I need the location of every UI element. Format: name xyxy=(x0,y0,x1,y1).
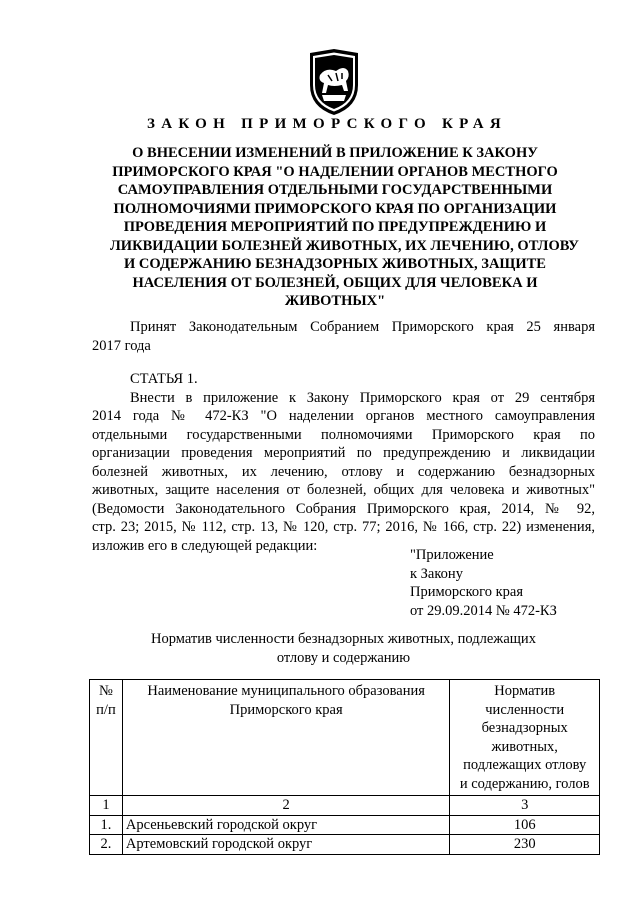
norm-table-title xyxy=(92,630,595,667)
header-value: Норматив численности безнадзорных животных, подлежащих отлову и содержанию, голов xyxy=(450,680,600,796)
article-line: отдельными государственными полномочиями Приморского края по xyxy=(92,426,595,443)
subject-line: ПОЛНОМОЧИЯМИ ПРИМОРСКОГО КРАЯ ПО ОРГАНИЗАЦИИ xyxy=(113,200,557,217)
article-line: животных, защите населения от болезней, общих для человека и животных" xyxy=(92,482,595,498)
subject-line: НАСЕЛЕНИЯ ОТ БОЛЕЗНЕЙ, ОБЩИХ ДЛЯ ЧЕЛОВЕКА И xyxy=(132,274,538,291)
coat-of-arms-emblem xyxy=(304,45,364,117)
norm-title-line: отлову и содержанию xyxy=(276,649,411,666)
article-line: стр. 23; 2015, № 112, стр. 13, № 120, стр. 77; 2016, № 166, стр. 22) изменения, xyxy=(92,519,595,535)
table-row xyxy=(90,835,600,855)
row-num: 2. xyxy=(90,835,123,855)
article-line: организации проведения мероприятий по предупреждению и ликвидации xyxy=(92,445,595,461)
article-1 xyxy=(92,370,595,555)
article-heading: СТАТЬЯ 1. xyxy=(130,371,198,387)
adoption-line: 2017 года xyxy=(92,337,151,354)
header-name: Наименование муниципального образования Приморского края xyxy=(122,680,449,796)
table-index-row: 1 2 3 xyxy=(90,796,600,816)
subject-line: ПРОВЕДЕНИЯ МЕРОПРИЯТИЙ ПО ПРЕДУПРЕЖДЕНИЮ И xyxy=(123,219,547,235)
adoption-line: Принят Законодательным Собранием Приморского края 25 января xyxy=(130,319,595,335)
subject-line: О ВНЕСЕНИИ ИЗМЕНЕНИЙ В ПРИЛОЖЕНИЕ К ЗАКОНУ xyxy=(132,145,538,161)
subject-line: САМОУПРАВЛЕНИЯ ОТДЕЛЬНЫМИ ГОСУДАРСТВЕННЫМИ xyxy=(117,182,553,198)
subject-line: ПРИМОРСКОГО КРАЯ "О НАДЕЛЕНИИ ОРГАНОВ МЕСТНОГО xyxy=(112,163,558,180)
row-value: 230 xyxy=(450,835,600,855)
article-line: болезней животных, их лечению, отлову и содержанию безнадзорных xyxy=(92,463,595,480)
article-line: Внести в приложение к Закону Приморского края от 29 сентября xyxy=(130,389,595,406)
appendix-line: к Закону xyxy=(410,565,463,582)
header-num: № п/п xyxy=(90,680,123,796)
law-subject xyxy=(110,144,579,311)
appendix-line: Приморского края xyxy=(410,584,524,600)
article-line: изложив его в следующей редакции: xyxy=(92,537,318,554)
appendix-line: "Приложение xyxy=(410,547,494,563)
article-line: (Ведомости Законодательного Собрания Приморского края, 2014, № 92, xyxy=(92,500,595,517)
norm-title-line: Норматив численности безнадзорных животных, подлежащих xyxy=(151,631,536,647)
row-value: 106 xyxy=(450,815,600,835)
row-num: 1. xyxy=(90,815,123,835)
table-header-row xyxy=(90,680,600,796)
appendix-line: от 29.09.2014 № 472-КЗ xyxy=(410,602,557,619)
row-name: Арсеньевский городской округ xyxy=(122,815,449,835)
subject-line: ЖИВОТНЫХ" xyxy=(284,293,386,309)
law-title: ЗАКОН ПРИМОРСКОГО КРАЯ xyxy=(147,116,507,132)
table-row xyxy=(90,815,600,835)
article-line: 2014 года № 472-КЗ "О наделении органов местного самоуправления xyxy=(92,408,595,424)
row-name: Артемовский городской округ xyxy=(122,835,449,855)
adoption-note xyxy=(92,318,595,355)
norm-table xyxy=(89,679,600,855)
subject-line: И СОДЕРЖАНИЮ БЕЗНАДЗОРНЫХ ЖИВОТНЫХ, ЗАЩИТЕ xyxy=(124,256,546,272)
subject-line: ЛИКВИДАЦИИ БОЛЕЗНЕЙ ЖИВОТНЫХ, ИХ ЛЕЧЕНИЮ, ОТЛОВУ xyxy=(110,237,579,254)
appendix-heading xyxy=(410,546,557,620)
